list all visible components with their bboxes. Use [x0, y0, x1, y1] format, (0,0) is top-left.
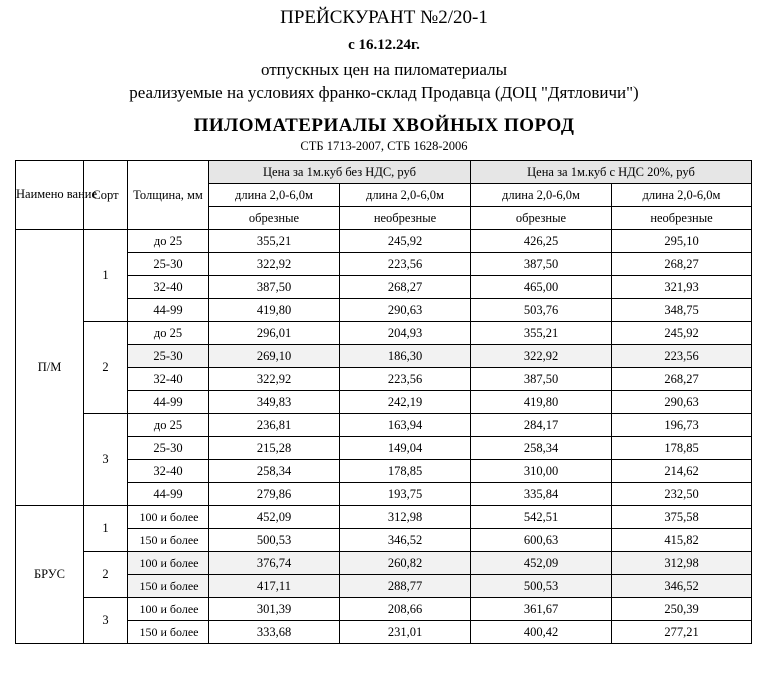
thickness-cell: 32-40 [128, 460, 209, 483]
price-cell: 163,94 [340, 414, 471, 437]
price-cell: 268,27 [340, 276, 471, 299]
price-cell: 348,75 [612, 299, 752, 322]
price-cell: 296,01 [209, 322, 340, 345]
price-cell: 178,85 [612, 437, 752, 460]
thickness-cell: 32-40 [128, 276, 209, 299]
column-header-grade: Сорт [84, 161, 128, 230]
price-cell: 387,50 [471, 368, 612, 391]
thickness-cell: 100 и более [128, 598, 209, 621]
price-cell: 186,30 [340, 345, 471, 368]
price-cell: 208,66 [340, 598, 471, 621]
price-cell: 452,09 [209, 506, 340, 529]
price-cell: 290,63 [612, 391, 752, 414]
price-cell: 419,80 [471, 391, 612, 414]
price-cell: 149,04 [340, 437, 471, 460]
grade-cell: 3 [84, 598, 128, 644]
price-cell: 288,77 [340, 575, 471, 598]
price-cell: 335,84 [471, 483, 612, 506]
price-cell: 452,09 [471, 552, 612, 575]
table-row [16, 414, 752, 437]
price-cell: 214,62 [612, 460, 752, 483]
kind-header-unedged: необрезные [340, 207, 471, 230]
subtitle-line-1: отпускных цен на пиломатериалы [260, 60, 508, 79]
price-cell: 258,34 [209, 460, 340, 483]
price-cell: 279,86 [209, 483, 340, 506]
price-cell: 284,17 [471, 414, 612, 437]
thickness-cell: до 25 [128, 230, 209, 253]
kind-header-edged: обрезные [209, 207, 340, 230]
price-cell: 346,52 [612, 575, 752, 598]
price-cell: 400,42 [471, 621, 612, 644]
section-title: ПИЛОМАТЕРИАЛЫ ХВОЙНЫХ ПОРОД [193, 115, 575, 136]
price-cell: 322,92 [209, 368, 340, 391]
price-cell: 204,93 [340, 322, 471, 345]
subtitle-line-2: реализуемые на условиях франко-склад Продавца (ДОЦ "Дятловичи") [129, 83, 639, 102]
price-cell: 277,21 [612, 621, 752, 644]
column-header-name: Наимено вание [16, 161, 84, 230]
price-cell: 321,93 [612, 276, 752, 299]
price-cell: 322,92 [471, 345, 612, 368]
price-cell: 333,68 [209, 621, 340, 644]
price-table [15, 160, 752, 644]
price-cell: 355,21 [471, 322, 612, 345]
kind-header-edged: обрезные [471, 207, 612, 230]
price-cell: 355,21 [209, 230, 340, 253]
price-cell: 465,00 [471, 276, 612, 299]
price-cell: 232,50 [612, 483, 752, 506]
price-cell: 223,56 [612, 345, 752, 368]
thickness-cell: 150 и более [128, 575, 209, 598]
price-cell: 417,11 [209, 575, 340, 598]
price-cell: 301,39 [209, 598, 340, 621]
standards-reference: СТБ 1713-2007, СТБ 1628-2006 [300, 139, 468, 153]
price-cell: 269,10 [209, 345, 340, 368]
thickness-cell: 150 и более [128, 621, 209, 644]
price-cell: 193,75 [340, 483, 471, 506]
price-cell: 260,82 [340, 552, 471, 575]
price-cell: 242,19 [340, 391, 471, 414]
length-header: длина 2,0-6,0м [209, 184, 340, 207]
price-cell: 419,80 [209, 299, 340, 322]
price-cell: 500,53 [209, 529, 340, 552]
price-cell: 310,00 [471, 460, 612, 483]
column-header-thickness: Толщина, мм [128, 161, 209, 230]
thickness-cell: 32-40 [128, 368, 209, 391]
group-header-with-vat: Цена за 1м.куб с НДС 20%, руб [471, 161, 752, 184]
price-cell: 387,50 [471, 253, 612, 276]
price-cell: 178,85 [340, 460, 471, 483]
effective-date: с 16.12.24г. [348, 37, 420, 53]
grade-cell: 2 [84, 322, 128, 414]
price-cell: 312,98 [612, 552, 752, 575]
table-row [16, 598, 752, 621]
thickness-cell: 44-99 [128, 483, 209, 506]
price-cell: 268,27 [612, 253, 752, 276]
thickness-cell: 44-99 [128, 391, 209, 414]
price-cell: 295,10 [612, 230, 752, 253]
price-cell: 426,25 [471, 230, 612, 253]
price-cell: 361,67 [471, 598, 612, 621]
product-name: П/М [16, 230, 84, 506]
price-cell: 600,63 [471, 529, 612, 552]
length-header: длина 2,0-6,0м [471, 184, 612, 207]
grade-cell: 2 [84, 552, 128, 598]
thickness-cell: 100 и более [128, 552, 209, 575]
price-cell: 542,51 [471, 506, 612, 529]
thickness-cell: 25-30 [128, 345, 209, 368]
price-cell: 415,82 [612, 529, 752, 552]
document-title: ПРЕЙСКУРАНТ №2/20-1 [280, 7, 488, 28]
price-cell: 503,76 [471, 299, 612, 322]
price-cell: 245,92 [340, 230, 471, 253]
grade-cell: 3 [84, 414, 128, 506]
table-row [16, 322, 752, 345]
table-row [16, 230, 752, 253]
price-cell: 349,83 [209, 391, 340, 414]
thickness-cell: 150 и более [128, 529, 209, 552]
group-header-without-vat: Цена за 1м.куб без НДС, руб [209, 161, 471, 184]
price-cell: 346,52 [340, 529, 471, 552]
price-cell: 290,63 [340, 299, 471, 322]
length-header: длина 2,0-6,0м [340, 184, 471, 207]
thickness-cell: 44-99 [128, 299, 209, 322]
price-cell: 196,73 [612, 414, 752, 437]
price-cell: 387,50 [209, 276, 340, 299]
price-cell: 223,56 [340, 368, 471, 391]
grade-cell: 1 [84, 506, 128, 552]
length-header: длина 2,0-6,0м [612, 184, 752, 207]
table-row [16, 506, 752, 529]
price-cell: 376,74 [209, 552, 340, 575]
price-cell: 312,98 [340, 506, 471, 529]
table-row [16, 552, 752, 575]
price-cell: 231,01 [340, 621, 471, 644]
thickness-cell: 25-30 [128, 437, 209, 460]
kind-header-unedged: необрезные [612, 207, 752, 230]
price-cell: 500,53 [471, 575, 612, 598]
thickness-cell: 25-30 [128, 253, 209, 276]
thickness-cell: 100 и более [128, 506, 209, 529]
price-cell: 215,28 [209, 437, 340, 460]
price-cell: 250,39 [612, 598, 752, 621]
price-cell: 236,81 [209, 414, 340, 437]
price-cell: 268,27 [612, 368, 752, 391]
thickness-cell: до 25 [128, 414, 209, 437]
price-cell: 375,58 [612, 506, 752, 529]
price-cell: 223,56 [340, 253, 471, 276]
price-cell: 322,92 [209, 253, 340, 276]
price-cell: 258,34 [471, 437, 612, 460]
price-cell: 245,92 [612, 322, 752, 345]
thickness-cell: до 25 [128, 322, 209, 345]
product-name: БРУС [16, 506, 84, 644]
grade-cell: 1 [84, 230, 128, 322]
